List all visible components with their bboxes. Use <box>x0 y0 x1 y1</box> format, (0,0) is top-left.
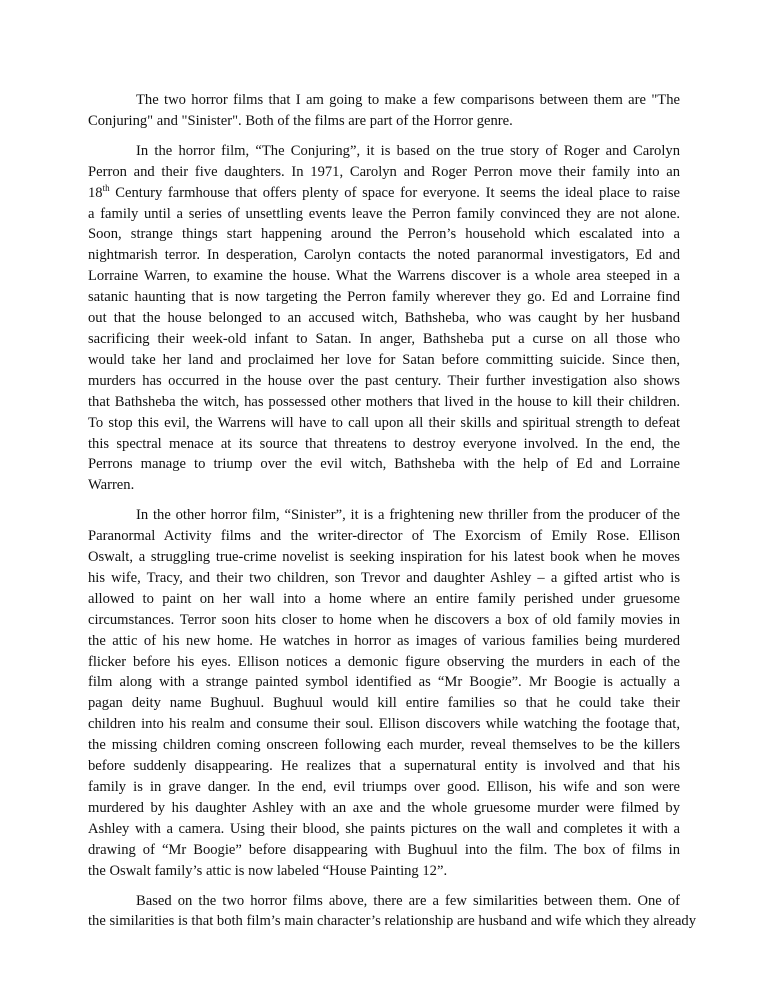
text-line: To stop this evil, the Warrens will have to call upon all their skills and spiritual strength to defeat <box>88 414 680 431</box>
text-line: Ashley with a camera. Using their blood, she paints pictures on the wall and completes it with a <box>88 820 680 837</box>
text-line: circumstances. Terror soon hits closer to home when he discovers a box of old family movies in <box>88 611 680 628</box>
text-fragment: Century farmhouse that offers plenty of space for everyone. It seems the ideal place to raise <box>109 184 680 201</box>
text-line: Paranormal Activity films and the writer-director of The Exorcism of Emily Rose. Ellison <box>88 528 680 545</box>
text-line: nightmarish terror. In desperation, Carolyn contacts the noted paranormal investigators, Ed and <box>88 247 680 264</box>
text-line: the missing children coming onscreen following each murder, reveal themselves to be the killers <box>88 737 680 754</box>
text-line: flicker before his eyes. Ellison notices a demonic figure observing the murders in each of the <box>88 653 680 670</box>
text-line: murdered by his daughter Ashley with an axe and the whole gruesome murder were filmed by <box>88 799 680 816</box>
text-line: the similarities is that both film’s main character’s relationship are husband and wife which they already <box>88 913 697 930</box>
text-line: drawing of “Mr Boogie” before disappearing with Bughuul into the film. The box of films in <box>88 841 680 858</box>
text-line: sacrificing their week-old infant to Satan. In anger, Bathsheba put a curse on all those who <box>88 330 680 347</box>
text-line: In the horror film, “The Conjuring”, it is based on the true story of Roger and Carolyn <box>136 142 680 159</box>
text-line: the attic of his new home. He watches in horror as images of various families being murdered <box>88 632 680 649</box>
ordinal-suffix: th <box>102 182 110 193</box>
text-line: the Oswalt family’s attic is now labeled “House Painting 12”. <box>88 862 448 879</box>
text-line: a family until a series of unsettling events leave the Perron family convinced they are not alone. <box>88 205 680 222</box>
text-line: murders has occurred in the house over the past century. Their further investigation also shows <box>88 372 680 389</box>
century-number: 18 <box>88 184 103 201</box>
paragraph-conjuring <box>88 141 680 496</box>
text-line: Soon, strange things start happening around the Perron’s household which escalated into a <box>88 226 680 243</box>
text-line: Perron and their five daughters. In 1971, Carolyn and Roger Perron move their family into an <box>88 163 680 180</box>
paragraph-sinister <box>88 505 680 881</box>
text-line: The two horror films that I am going to make a few comparisons between them are "The <box>136 92 680 108</box>
text-line: before suddenly disappearing. He realizes that a supernatural entity is involved and that his <box>88 758 680 775</box>
paragraph-similarities <box>88 891 697 933</box>
text-line: Conjuring" and "Sinister". Both of the films are part of the Horror genre. <box>88 112 513 129</box>
text-line: family is in grave danger. In the end, evil triumps over good. Ellison, his wife and son were <box>88 779 680 795</box>
text-line: that Bathsheba the witch, has possessed other mothers that lived in the house to kill their children. <box>88 393 680 410</box>
text-line: Lorraine Warren, to examine the house. What the Warrens discover is a whole area steeped in a <box>88 268 680 285</box>
text-line: would take her land and proclaimed her love for Satan before committing suicide. Since then, <box>88 351 680 368</box>
text-line: film along with a strange painted symbol identified as “Mr Boogie”. Mr Boogie is actually a <box>88 674 680 691</box>
text-line <box>88 183 680 204</box>
text-line: his wife, Tracy, and their two children, son Trevor and daughter Ashley – a gifted artist who is <box>88 569 680 586</box>
text-line: Oswalt, a struggling true-crime novelist is seeking inspiration for his latest book when he moves <box>88 549 680 566</box>
paragraph-intro <box>88 90 680 132</box>
text-line: children into his realm and consume their soul. Ellison discovers while watching the footage that, <box>88 716 680 733</box>
text-line: out that the house belonged to an accused witch, Bathsheba, who was caught by her husband <box>88 310 680 327</box>
text-line: Based on the two horror films above, there are a few similarities between them. One of <box>136 892 680 909</box>
text-line: pagan deity name Bughuul. Bughuul would kill entire families so that he could take their <box>88 695 680 712</box>
text-line: Perrons manage to triump over the evil witch, Bathsheba with the help of Ed and Lorraine <box>88 456 680 473</box>
body-text <box>88 90 697 941</box>
text-line: satanic haunting that is now targeting the Perron family wherever they go. Ed and Lorraine find <box>88 289 680 306</box>
text-line: this spectral menace at its source that threatens to destroy everyone involved. In the end, the <box>88 435 680 452</box>
text-line: allowed to paint on her wall into a home where an entire family perished under gruesome <box>88 590 680 607</box>
text-line: Warren. <box>88 477 135 494</box>
text-line: In the other horror film, “Sinister”, it is a frightening new thriller from the producer of the <box>136 507 680 524</box>
